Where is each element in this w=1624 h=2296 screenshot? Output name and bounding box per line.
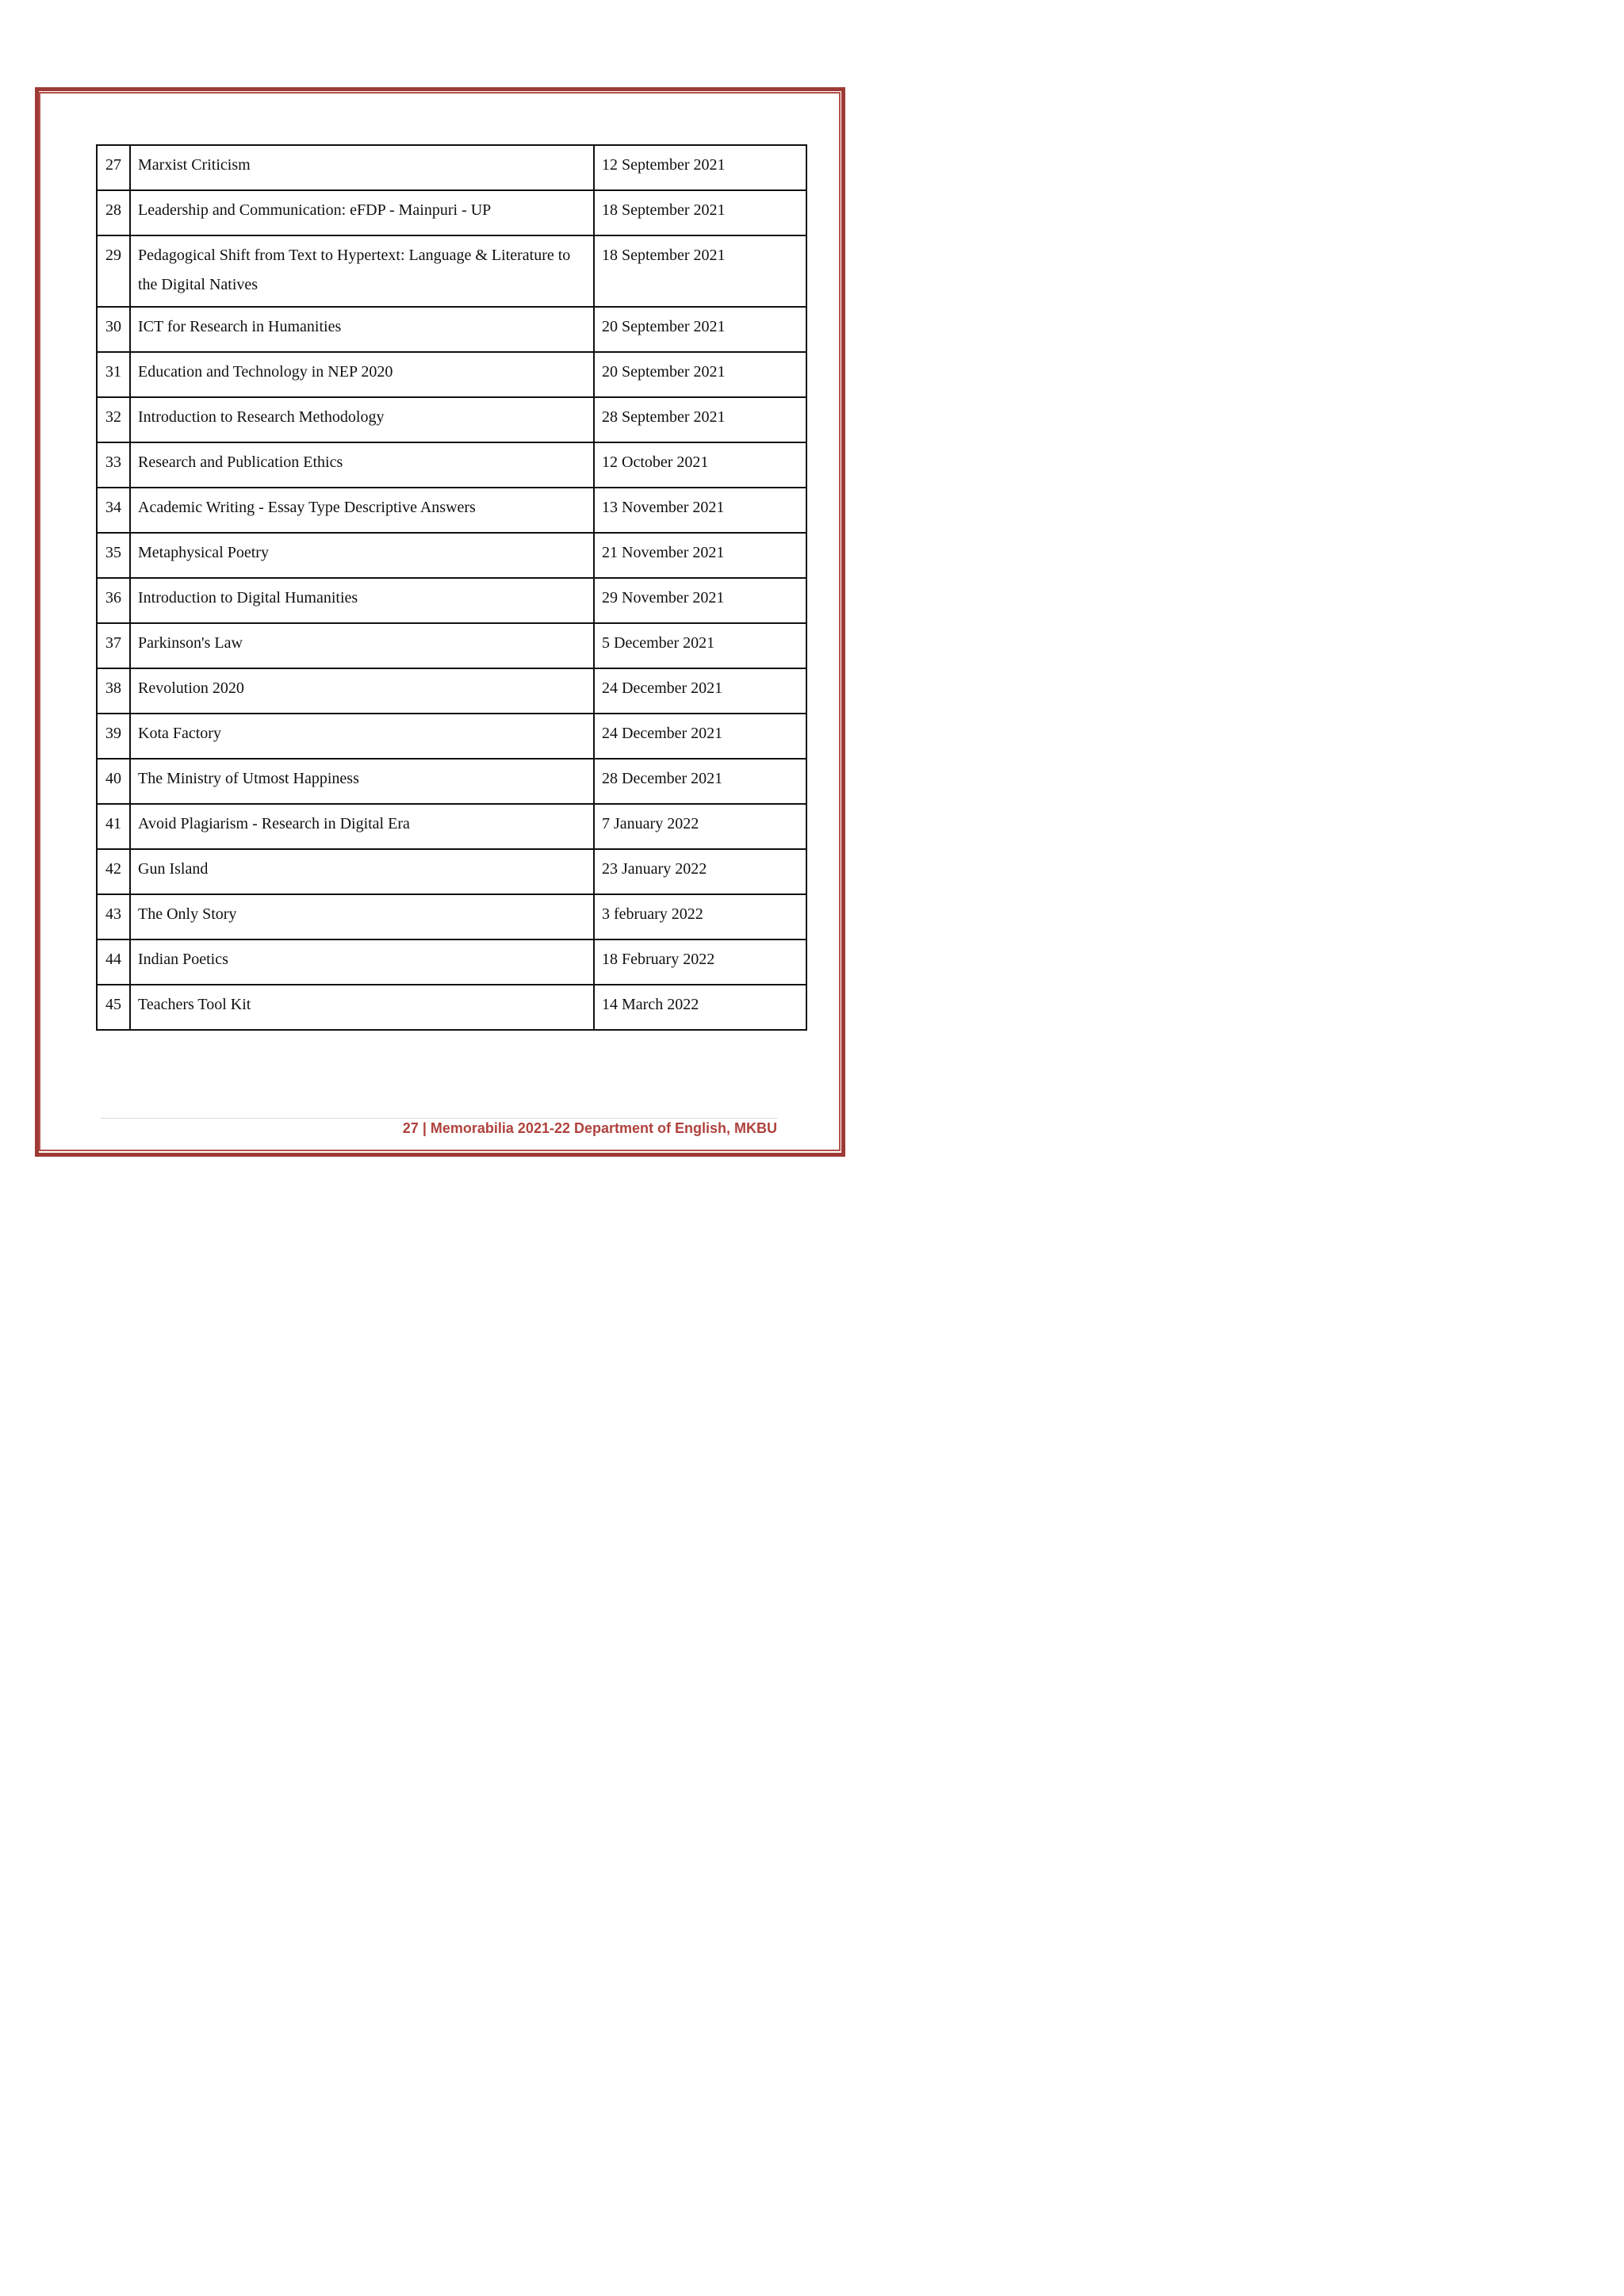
table-row — [97, 307, 806, 352]
event-date: 18 September 2021 — [594, 190, 806, 235]
table-row — [97, 714, 806, 759]
row-number: 34 — [97, 488, 130, 533]
table-row — [97, 442, 806, 488]
event-title: Leadership and Communication: eFDP - Mainpuri - UP — [130, 190, 594, 235]
event-title: Gun Island — [130, 849, 594, 894]
table-row — [97, 985, 806, 1030]
event-title: The Only Story — [130, 894, 594, 939]
event-title: Academic Writing - Essay Type Descriptive Answers — [130, 488, 594, 533]
event-date: 21 November 2021 — [594, 533, 806, 578]
table-row — [97, 235, 806, 307]
event-date: 12 October 2021 — [594, 442, 806, 488]
event-date: 23 January 2022 — [594, 849, 806, 894]
event-title: Kota Factory — [130, 714, 594, 759]
event-date: 18 September 2021 — [594, 235, 806, 307]
event-date: 13 November 2021 — [594, 488, 806, 533]
row-number: 37 — [97, 623, 130, 668]
event-date: 3 february 2022 — [594, 894, 806, 939]
row-number: 29 — [97, 235, 130, 307]
table-row — [97, 145, 806, 190]
table-row — [97, 190, 806, 235]
event-date: 28 December 2021 — [594, 759, 806, 804]
event-date: 20 September 2021 — [594, 307, 806, 352]
event-title: Marxist Criticism — [130, 145, 594, 190]
table-row — [97, 533, 806, 578]
event-title: Pedagogical Shift from Text to Hypertext: Language & Literature to the Digital Natives — [130, 235, 594, 307]
table-row — [97, 894, 806, 939]
footer-title: Memorabilia 2021-22 Department of English, MKBU — [430, 1120, 777, 1136]
event-date: 28 September 2021 — [594, 397, 806, 442]
event-date: 24 December 2021 — [594, 714, 806, 759]
event-title: Teachers Tool Kit — [130, 985, 594, 1030]
table-row — [97, 668, 806, 714]
footer-divider — [101, 1118, 778, 1119]
row-number: 44 — [97, 939, 130, 985]
row-number: 39 — [97, 714, 130, 759]
event-date: 18 February 2022 — [594, 939, 806, 985]
table-row — [97, 397, 806, 442]
event-date: 5 December 2021 — [594, 623, 806, 668]
event-title: Education and Technology in NEP 2020 — [130, 352, 594, 397]
row-number: 36 — [97, 578, 130, 623]
table-row — [97, 352, 806, 397]
table-row — [97, 804, 806, 849]
table-row — [97, 759, 806, 804]
row-number: 30 — [97, 307, 130, 352]
event-title: The Ministry of Utmost Happiness — [130, 759, 594, 804]
table-row — [97, 623, 806, 668]
event-title: Revolution 2020 — [130, 668, 594, 714]
row-number: 27 — [97, 145, 130, 190]
event-title: Introduction to Digital Humanities — [130, 578, 594, 623]
table-row — [97, 578, 806, 623]
table-row — [97, 939, 806, 985]
event-date: 12 September 2021 — [594, 145, 806, 190]
row-number: 32 — [97, 397, 130, 442]
event-date: 7 January 2022 — [594, 804, 806, 849]
event-date: 14 March 2022 — [594, 985, 806, 1030]
row-number: 28 — [97, 190, 130, 235]
table-row — [97, 488, 806, 533]
event-date: 20 September 2021 — [594, 352, 806, 397]
row-number: 43 — [97, 894, 130, 939]
row-number: 42 — [97, 849, 130, 894]
table-row — [97, 849, 806, 894]
row-number: 35 — [97, 533, 130, 578]
event-title: Research and Publication Ethics — [130, 442, 594, 488]
row-number: 38 — [97, 668, 130, 714]
event-title: Parkinson's Law — [130, 623, 594, 668]
event-title: Avoid Plagiarism - Research in Digital Era — [130, 804, 594, 849]
event-date: 24 December 2021 — [594, 668, 806, 714]
page-footer — [403, 1120, 777, 1137]
event-title: Metaphysical Poetry — [130, 533, 594, 578]
row-number: 45 — [97, 985, 130, 1030]
event-title: Introduction to Research Methodology — [130, 397, 594, 442]
page-number: 27 — [402, 1120, 419, 1136]
event-title: ICT for Research in Humanities — [130, 307, 594, 352]
row-number: 40 — [97, 759, 130, 804]
event-date: 29 November 2021 — [594, 578, 806, 623]
row-number: 31 — [97, 352, 130, 397]
event-title: Indian Poetics — [130, 939, 594, 985]
events-table — [96, 144, 807, 1031]
footer-separator: | — [422, 1120, 427, 1136]
row-number: 41 — [97, 804, 130, 849]
row-number: 33 — [97, 442, 130, 488]
